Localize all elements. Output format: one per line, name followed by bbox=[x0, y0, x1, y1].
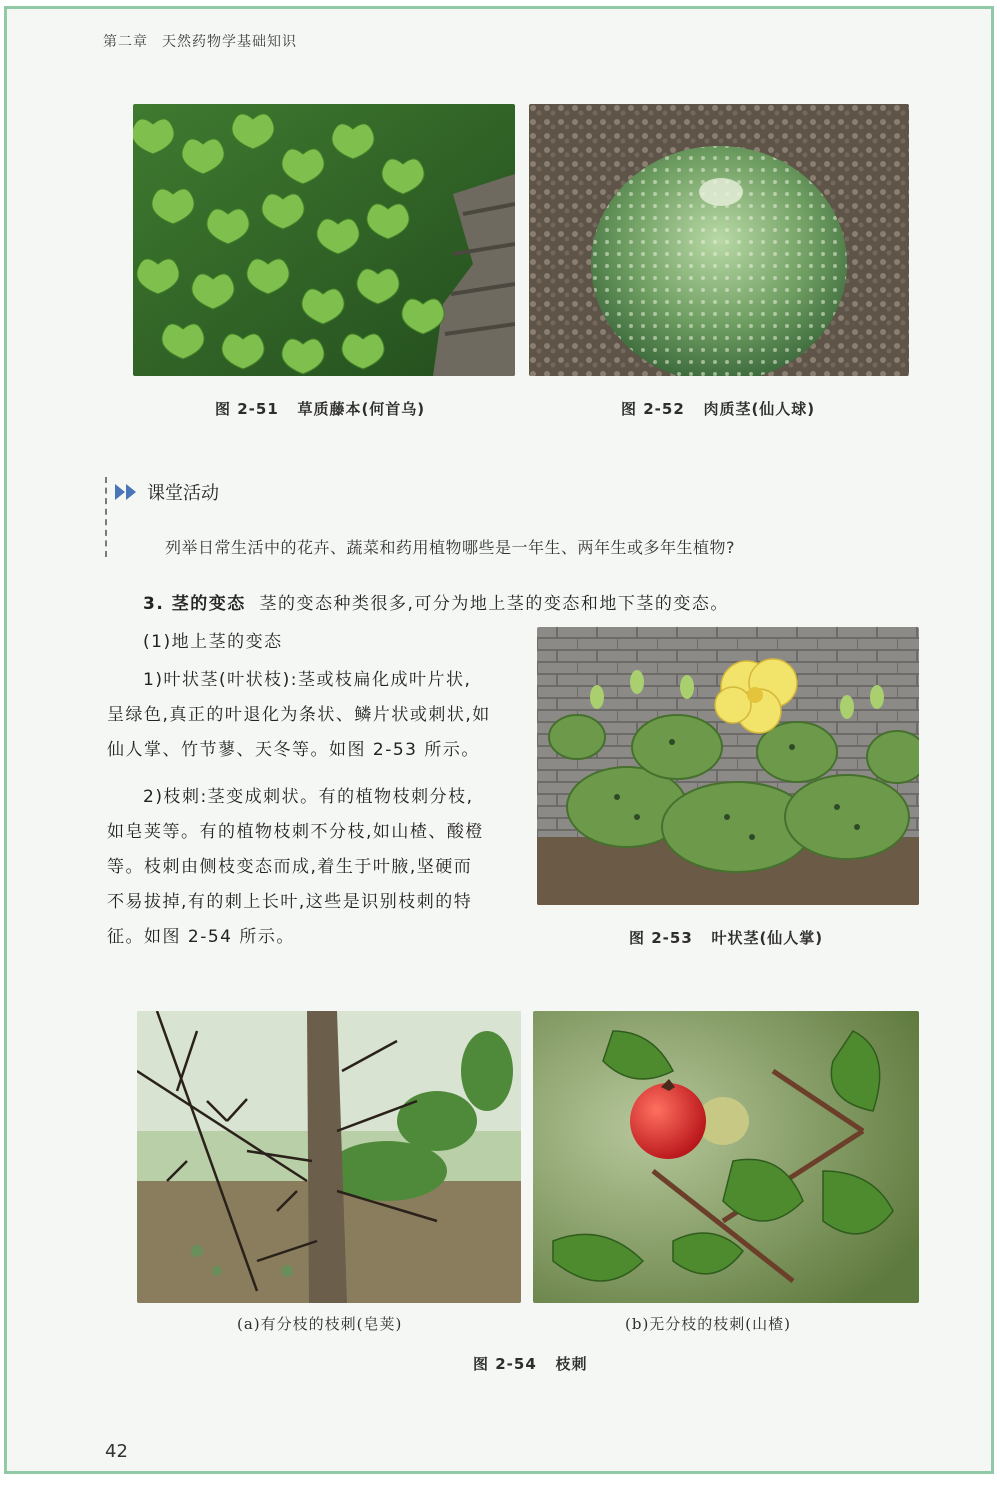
text-line: 呈绿色,真正的叶退化为条状、鳞片状或刺状,如 bbox=[107, 705, 491, 725]
text-line: 1)叶状茎(叶状枝):茎或枝扁化成叶片状, bbox=[143, 670, 472, 690]
double-arrow-icon bbox=[115, 484, 139, 500]
caption-fig-2-53 bbox=[629, 927, 823, 948]
prickly-pear-illustration bbox=[537, 627, 919, 905]
activity-question: 列举日常生活中的花卉、蔬菜和药用植物哪些是一年生、两年生或多年生植物? bbox=[165, 538, 735, 557]
paragraph-stem-thorn bbox=[107, 780, 517, 955]
section-heading: 3. 茎的变态 bbox=[143, 594, 246, 614]
photo-honey-locust-thorns bbox=[137, 1011, 521, 1303]
fig-caption-text: 叶状茎(仙人掌) bbox=[711, 929, 824, 947]
fig-number: 图 2-54 bbox=[473, 1355, 537, 1373]
photo-barrel-cactus bbox=[529, 104, 909, 376]
text-line: 等。枝刺由侧枝变态而成,着生于叶腋,坚硬而 bbox=[107, 857, 473, 877]
subsection-heading: (1)地上茎的变态 bbox=[143, 632, 283, 652]
caption-fig-2-52 bbox=[621, 398, 815, 419]
chapter-title: 天然药物学基础知识 bbox=[162, 34, 297, 50]
activity-title: 课堂活动 bbox=[147, 483, 219, 504]
paragraph-leaf-stem bbox=[107, 663, 517, 768]
hawthorn-illustration bbox=[533, 1011, 919, 1303]
fig-number: 图 2-53 bbox=[629, 929, 693, 947]
section-intro: 茎的变态种类很多,可分为地上茎的变态和地下茎的变态。 bbox=[259, 594, 729, 614]
fig-number: 图 2-51 bbox=[215, 400, 279, 418]
subcaption-fig-2-54b: (b)无分枝的枝刺(山楂) bbox=[625, 1315, 792, 1333]
text-line: 征。如图 2-54 所示。 bbox=[107, 927, 295, 947]
fig-caption-text: 肉质茎(仙人球) bbox=[703, 400, 816, 418]
caption-fig-2-51 bbox=[215, 398, 425, 419]
chapter-label: 第二章 bbox=[103, 34, 148, 50]
subcaption-fig-2-54a: (a)有分枝的枝刺(皂荚) bbox=[237, 1315, 403, 1333]
photo-vine-heshouwu bbox=[133, 104, 515, 376]
textbook-page bbox=[4, 6, 994, 1474]
caption-fig-2-54 bbox=[473, 1353, 587, 1374]
text-line: 仙人掌、竹节蓼、天冬等。如图 2-53 所示。 bbox=[107, 740, 480, 760]
text-line: 不易拔掉,有的刺上长叶,这些是识别枝刺的特 bbox=[107, 892, 473, 912]
cactus-ball-illustration bbox=[529, 104, 909, 376]
fig-caption-text: 草质藤本(何首乌) bbox=[297, 400, 426, 418]
fig-caption-text: 枝刺 bbox=[555, 1355, 588, 1373]
photo-prickly-pear bbox=[537, 627, 919, 905]
activity-heading bbox=[115, 479, 219, 505]
section-intro-line bbox=[143, 587, 729, 622]
running-header bbox=[103, 31, 297, 51]
vine-illustration bbox=[133, 104, 515, 376]
photo-hawthorn bbox=[533, 1011, 919, 1303]
activity-dashed-rule bbox=[105, 477, 109, 557]
fig-number: 图 2-52 bbox=[621, 400, 685, 418]
branched-thorn-illustration bbox=[137, 1011, 521, 1303]
page-number: 42 bbox=[105, 1441, 128, 1462]
text-line: 2)枝刺:茎变成刺状。有的植物枝刺分枝, bbox=[143, 787, 474, 807]
text-line: 如皂荚等。有的植物枝刺不分枝,如山楂、酸橙 bbox=[107, 822, 484, 842]
